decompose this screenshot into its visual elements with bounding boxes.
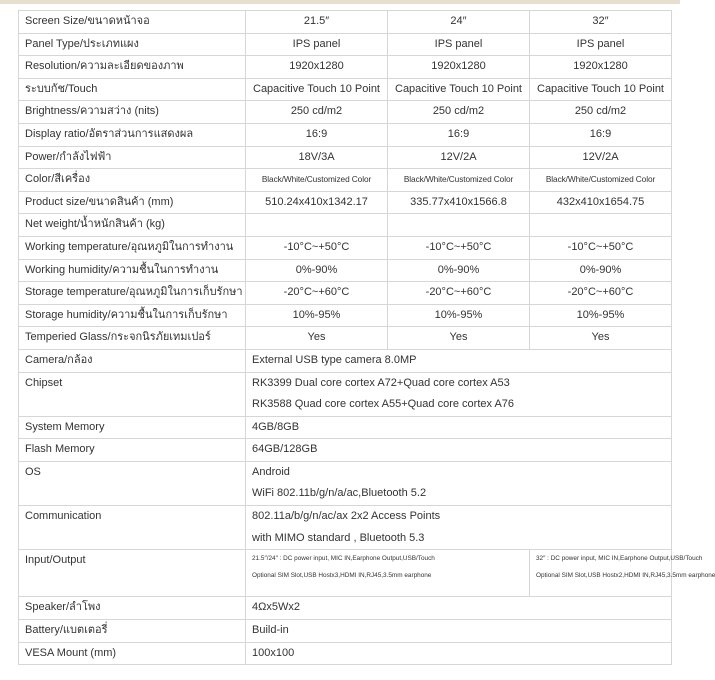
table-row (19, 550, 672, 597)
cell-value: 16:9 (530, 123, 672, 146)
table-row (19, 214, 672, 237)
cell-value: 250 cd/m2 (388, 101, 530, 124)
cell-value: 510.24x410x1342.17 (246, 191, 388, 214)
cell-value: 250 cd/m2 (246, 101, 388, 124)
cell-value: 0%-90% (388, 259, 530, 282)
header-row (19, 11, 672, 34)
cell-value: Yes (530, 327, 672, 350)
cell-value: -20°C~+60°C (246, 282, 388, 305)
cell-value: IPS panel (246, 33, 388, 56)
row-label: Display ratio/อัตราส่วนการแสดงผล (19, 123, 246, 146)
table-row (19, 349, 672, 372)
io-right-cell (530, 550, 715, 597)
row-label: Brightness/ความสว่าง (nits) (19, 101, 246, 124)
cell-value: IPS panel (530, 33, 672, 56)
cell-value: 0%-90% (246, 259, 388, 282)
table-row (19, 33, 672, 56)
cell-value: -20°C~+60°C (530, 282, 672, 305)
row-label: Panel Type/ประเภทแผง (19, 33, 246, 56)
cell-value (246, 642, 672, 665)
cell-line: RK3588 Quad core cortex A55+Quad core cortex A76 (252, 398, 515, 411)
row-label: Camera/กล้อง (19, 349, 246, 372)
row-label: Color/สีเครื่อง (19, 169, 246, 192)
cell-value: 16:9 (388, 123, 530, 146)
cell-line: 4GB/8GB (252, 420, 300, 433)
cell-value: 250 cd/m2 (530, 101, 672, 124)
cell-value: IPS panel (388, 33, 530, 56)
cell-line: 21.5″/24″ : DC power input, MIC IN,Earphone Output,USB/Touch (252, 555, 435, 563)
cell-value: -10°C~+50°C (388, 236, 530, 259)
row-label: Communication (19, 506, 246, 550)
io-left-cell (246, 550, 530, 597)
table-row (19, 236, 672, 259)
cell-line: Optional SIM Slot,USB Hostx2,HDMI IN,RJ45,3.5mm earphone (536, 572, 715, 580)
cell-value: Yes (246, 327, 388, 350)
cell-value (246, 461, 672, 505)
cell-value: 10%-95% (530, 304, 672, 327)
cell-value: 432x410x1654.75 (530, 191, 672, 214)
row-label: Temperied Glass/กระจกนิรภัยเทมเปอร์ (19, 327, 246, 350)
row-label: Battery/แบตเตอรี่ (19, 620, 246, 643)
cell-value: Black/White/Customized Color (388, 169, 530, 192)
row-label: Chipset (19, 372, 246, 416)
table-row (19, 620, 672, 643)
table-row (19, 259, 672, 282)
column-header: 32″ (530, 11, 672, 34)
row-label: Storage temperature/อุณหภูมิในการเก็บรักษา (19, 282, 246, 305)
cell-value (246, 597, 672, 620)
cell-line: 4Ωx5Wx2 (252, 601, 300, 614)
row-label: ระบบกัช/Touch (19, 78, 246, 101)
table-row (19, 597, 672, 620)
row-label: Product size/ขนาดสินค้า (mm) (19, 191, 246, 214)
row-label: VESA Mount (mm) (19, 642, 246, 665)
row-label: Resolution/ความละเอียดของภาพ (19, 56, 246, 79)
cell-value (246, 214, 388, 237)
cell-value (246, 349, 672, 372)
cell-line: 32″ : DC power input, MIC IN,Earphone Output,USB/Touch (536, 555, 703, 563)
column-header: 21.5″ (246, 11, 388, 34)
top-accent-bar (0, 0, 680, 4)
cell-value: Capacitive Touch 10 Point (388, 78, 530, 101)
table-row (19, 461, 672, 505)
cell-line: 64GB/128GB (252, 443, 318, 456)
cell-value: -20°C~+60°C (388, 282, 530, 305)
table-row (19, 304, 672, 327)
row-label: Working temperature/อุณหภูมิในการทำงาน (19, 236, 246, 259)
row-label: Speaker/ลำโพง (19, 597, 246, 620)
row-label: Storage humidity/ความชื้นในการเก็บรักษา (19, 304, 246, 327)
cell-value: 1920x1280 (530, 56, 672, 79)
cell-value: 16:9 (246, 123, 388, 146)
cell-line: Optional SIM Slot,USB Hostx3,HDMI IN,RJ45,3.5mm earphone (252, 572, 432, 580)
spec-table (18, 10, 715, 665)
cell-value: 0%-90% (530, 259, 672, 282)
cell-line: 100x100 (252, 646, 295, 659)
cell-value: 18V/3A (246, 146, 388, 169)
cell-value (388, 214, 530, 237)
table-row (19, 327, 672, 350)
spec-table-body (19, 11, 715, 665)
cell-line: RK3399 Dual core cortex A72+Quad core cortex A53 (252, 376, 510, 389)
cell-value (246, 416, 672, 439)
table-row (19, 506, 672, 550)
cell-value (246, 620, 672, 643)
cell-value: 10%-95% (246, 304, 388, 327)
cell-value: 10%-95% (388, 304, 530, 327)
table-row (19, 78, 672, 101)
table-row (19, 372, 672, 416)
cell-value (246, 506, 672, 550)
row-label: System Memory (19, 416, 246, 439)
table-row (19, 169, 672, 192)
cell-value: Yes (388, 327, 530, 350)
cell-value: -10°C~+50°C (530, 236, 672, 259)
table-row (19, 191, 672, 214)
row-label: Screen Size/ขนาดหน้าจอ (19, 11, 246, 34)
row-label: OS (19, 461, 246, 505)
column-header: 24″ (388, 11, 530, 34)
cell-line: Android (252, 465, 290, 478)
row-label: Flash Memory (19, 439, 246, 462)
row-label: Power/กำลังไฟฟ้า (19, 146, 246, 169)
cell-value (246, 372, 672, 416)
cell-value: Capacitive Touch 10 Point (530, 78, 672, 101)
cell-value (246, 439, 672, 462)
cell-value: 1920x1280 (246, 56, 388, 79)
cell-value (530, 214, 672, 237)
cell-value: 12V/2A (530, 146, 672, 169)
cell-line: External USB type camera 8.0MP (252, 353, 417, 366)
cell-line: WiFi 802.11b/g/n/a/ac,Bluetooth 5.2 (252, 487, 427, 500)
cell-value: 1920x1280 (388, 56, 530, 79)
cell-line: 802.11a/b/g/n/ac/ax 2x2 Access Points (252, 510, 441, 523)
row-label: Input/Output (19, 550, 246, 597)
table-row (19, 282, 672, 305)
table-row (19, 56, 672, 79)
row-label: Working humidity/ความชื้นในการทำงาน (19, 259, 246, 282)
table-row (19, 146, 672, 169)
cell-line: Build-in (252, 624, 289, 637)
table-row (19, 123, 672, 146)
row-label: Net weight/น้ำหนักสินค้า (kg) (19, 214, 246, 237)
cell-value: 335.77x410x1566.8 (388, 191, 530, 214)
cell-line: with MIMO standard , Bluetooth 5.3 (252, 531, 425, 544)
table-row (19, 416, 672, 439)
table-row (19, 101, 672, 124)
cell-value: 12V/2A (388, 146, 530, 169)
cell-value: -10°C~+50°C (246, 236, 388, 259)
cell-value: Capacitive Touch 10 Point (246, 78, 388, 101)
table-row (19, 439, 672, 462)
cell-value: Black/White/Customized Color (530, 169, 672, 192)
table-row (19, 642, 672, 665)
cell-value: Black/White/Customized Color (246, 169, 388, 192)
